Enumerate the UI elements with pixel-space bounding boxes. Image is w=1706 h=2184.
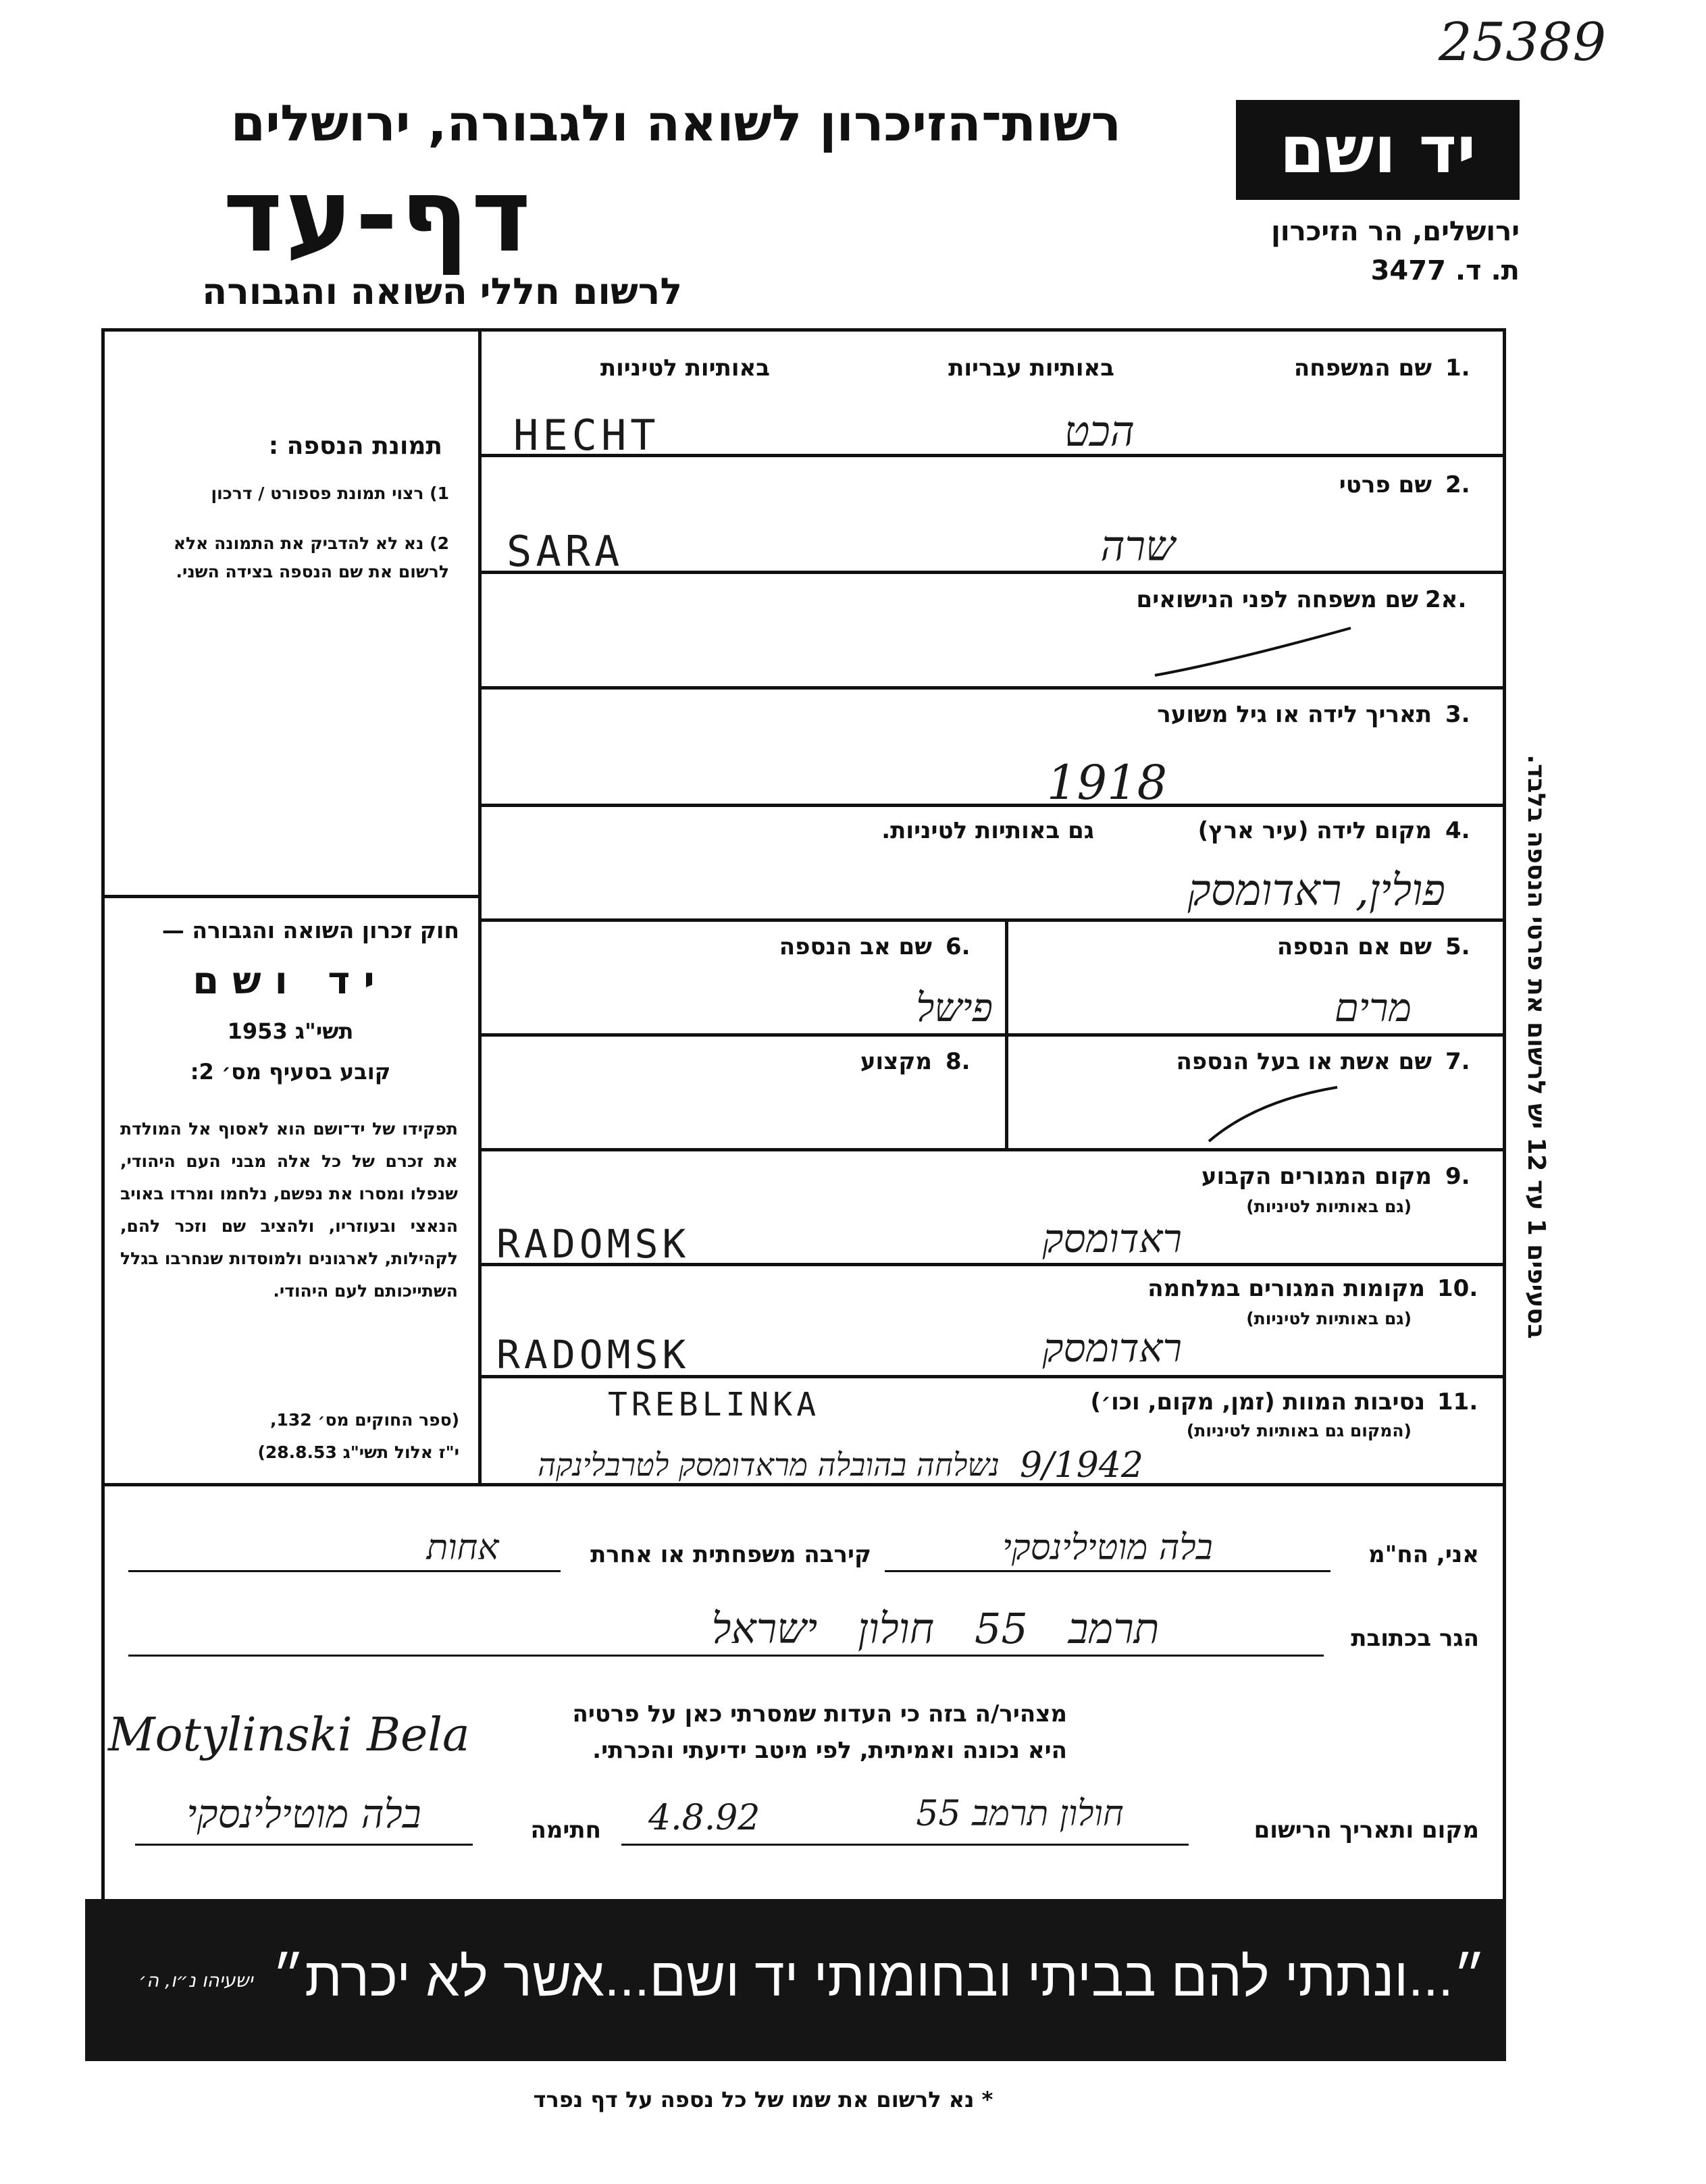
logo-text: יד ושם (1279, 112, 1476, 188)
statement-line-1: מצהיר/ה בזה כי העדות שמסרתי כאן על פרטיה (572, 1700, 1067, 1727)
address-line (128, 1655, 1324, 1657)
field-11-note: (המקום גם באותיות לטיניות) (1186, 1421, 1412, 1440)
field-4-value: פולין, ראדומסק (1187, 866, 1445, 916)
field-1-latin-column: באותיות לטיניות (600, 355, 770, 382)
field-3-number: 3. (1445, 701, 1470, 728)
declarant-name: בלה מוטילינסקי (1002, 1528, 1213, 1568)
cell-divider (1005, 918, 1008, 1148)
field-11-label: נסיבות המוות (זמן, מקום, וכו׳) (1090, 1388, 1425, 1415)
field-2a-label: שם משפחה לפני הנישואים (1136, 586, 1418, 613)
footnote-text: נא לרשום את שמו של כל נספה על דף נפרד (533, 2087, 975, 2112)
signature-line (135, 1844, 473, 1846)
field-11-number: 11. (1437, 1388, 1478, 1415)
field-7-empty-stroke (1202, 1081, 1351, 1148)
field-4-note: גם באותיות לטיניות. (881, 817, 1094, 844)
law-text: תפקידו של יד־ושם הוא לאסוף אל המולדת את זכרם של כל אלה מבני העם היהודי, שנפלו ומסרו את נפשם, נלחמו ומרדו באויב הנאצי ובעוזריו, ולהציב שם וזכר להם, לקהילות, לארגונים ולמוסדות שנחרבו בגלל השתייכותם לעם היהודי. (120, 1119, 458, 1301)
field-10-note: (גם באותיות לטיניות) (1246, 1309, 1412, 1328)
row-line (478, 1148, 1506, 1151)
field-9-note: (גם באותיות לטיניות) (1246, 1197, 1412, 1216)
place-date-label: מקום ותאריך הרישום (1253, 1817, 1479, 1844)
po-box: ת. ד. 3477 (1370, 255, 1520, 286)
latin-signature: Motylinski Bela (108, 1709, 470, 1762)
field-1-label: שם המשפחה (1293, 355, 1432, 382)
field-7-label: שם אשת או בעל הנספה (1176, 1048, 1432, 1075)
declarant-label: אני, הח"מ (1368, 1541, 1479, 1568)
field-4-number: 4. (1445, 817, 1470, 844)
institution-address: ירושלים, הר הזיכרון (1271, 216, 1520, 247)
field-6-label: שם אב הנספה (779, 933, 932, 960)
row-line (101, 1483, 1506, 1486)
declarant-line (885, 1570, 1330, 1572)
column-divider (478, 328, 482, 1486)
page-subtitle: לרשום חללי השואה והגבורה (202, 270, 682, 313)
field-6-number: 6. (946, 933, 971, 960)
field-9-latin-value: RADOMSK (496, 1221, 690, 1267)
address-label: הגר בכתובת (1351, 1625, 1479, 1652)
field-1-latin-value: HECHT (513, 411, 660, 460)
field-2-hebrew-value: שרה (1100, 521, 1175, 571)
field-10-latin-value: RADOMSK (496, 1332, 690, 1378)
law-reference-1: (ספר החוקים מס׳ 132, (270, 1410, 459, 1430)
place-value: חולון תרמב 55 (916, 1794, 1124, 1834)
place-date-line (621, 1844, 1189, 1846)
signature-value: בלה מוטילינסקי (186, 1791, 421, 1837)
photo-law-divider (101, 895, 481, 898)
field-6-value: פישל (916, 985, 993, 1031)
field-8-label: מקצוע (860, 1048, 932, 1075)
field-3-label: תאריך לידה או גיל משוער (1157, 701, 1432, 728)
field-10-label: מקומות המגורים במלחמה (1147, 1275, 1425, 1302)
field-7-number: 7. (1445, 1048, 1470, 1075)
relation-value: אחות (426, 1528, 499, 1568)
photo-box-note-1: 1) רצוי תמונת פספורט / דרכון (211, 484, 449, 503)
relation-label: קירבה משפחתית או אחרת (590, 1541, 871, 1568)
statement-line-2: היא נכונה ואמיתית, לפי מיטב ידיעתי והכרתי. (592, 1737, 1067, 1764)
photo-box-note-2: 2) נא לא להדביק את התמונה אלא לרשום את שם הנספה בצידה השני. (173, 534, 449, 581)
field-5-value: מרים (1334, 985, 1412, 1031)
footnote-star: * (981, 2087, 993, 2112)
field-1-number: 1. (1445, 355, 1470, 382)
footnote (405, 2087, 1121, 2112)
row-line (478, 804, 1506, 807)
field-3-value: 1918 (1047, 755, 1168, 810)
authority-name: רשות־הזיכרון לשואה ולגבורה, ירושלים (230, 95, 1121, 153)
field-1-hebrew-column: באותיות עבריות (948, 355, 1114, 382)
law-title: חוק זכרון השואה והגבורה — (161, 917, 459, 943)
field-8-number: 8. (946, 1048, 971, 1075)
field-9-number: 9. (1445, 1163, 1470, 1190)
serial-number: 25389 (1439, 12, 1607, 73)
field-9-hebrew-value: ראדומסק (1042, 1216, 1182, 1262)
signature-label: חתימה (530, 1817, 601, 1844)
yad-vashem-logo (1236, 100, 1520, 200)
banner-source: ישעיהו נ״ו, ה׳ (138, 1969, 253, 1992)
field-2-label: שם פרטי (1339, 471, 1432, 498)
field-11-latin-value: TREBLINKA (608, 1386, 821, 1424)
field-9-label: מקום המגורים הקבוע (1201, 1163, 1432, 1190)
field-11-date: 9/1942 (1020, 1445, 1143, 1486)
field-2a-empty-stroke (1148, 621, 1364, 682)
law-name: יד ושם (192, 959, 388, 1003)
banner-quote: ״...ונתתי להם בביתי ובחומותי יד ושם...אשר לא יכרת״ (272, 1947, 1486, 2007)
date-value: 4.8.92 (648, 1798, 760, 1838)
field-10-hebrew-value: ראדומסק (1042, 1325, 1182, 1371)
row-line (478, 1033, 1506, 1037)
field-5-label: שם אם הנספה (1276, 933, 1432, 960)
relation-line (128, 1570, 561, 1572)
law-reference-2: י"ז אלול תשי"ג 28.8.53) (257, 1442, 459, 1462)
field-2-latin-value: SARA (507, 527, 624, 576)
photo-box-title: תמונת הנספה : (268, 432, 442, 460)
field-2a-number: 2א. (1425, 586, 1467, 613)
field-11-hebrew-value: נשלחה בהובלה מראדומסק לטרבלינקה (538, 1447, 1000, 1483)
side-note: בסעיפים 1 עד 12 יש לרשום את פרטי הנספה בלבד. (1522, 754, 1550, 1339)
row-line (478, 918, 1506, 922)
address-value: תרמב 55 חולון ישראל (711, 1604, 1160, 1653)
field-1-hebrew-value: הכט (1064, 407, 1135, 456)
row-line (478, 686, 1506, 690)
row-line (478, 571, 1506, 574)
field-5-number: 5. (1445, 933, 1470, 960)
law-year: תשי"ג 1953 (227, 1018, 354, 1044)
law-clause: קובע בסעיף מס׳ 2: (190, 1059, 391, 1085)
field-2-number: 2. (1445, 471, 1470, 498)
field-4-label: מקום לידה (עיר ארץ) (1197, 817, 1432, 844)
field-10-number: 10. (1437, 1275, 1478, 1302)
page-title: דף-עד (223, 157, 534, 275)
